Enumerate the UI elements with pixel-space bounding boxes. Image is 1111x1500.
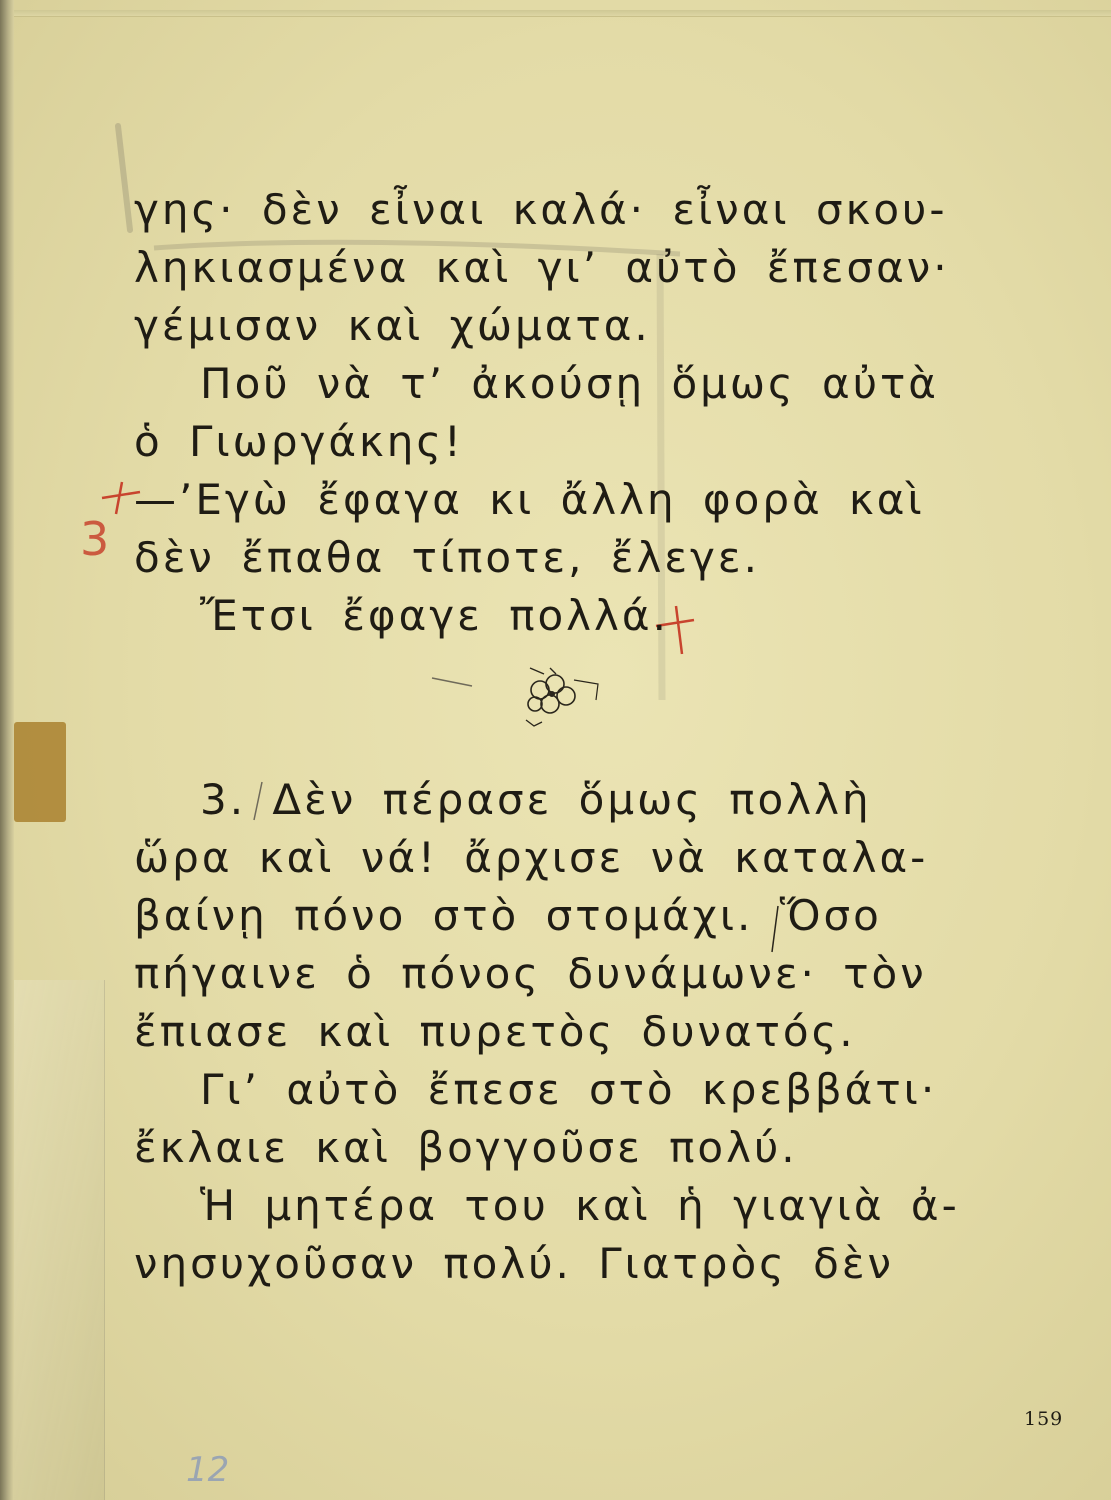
book-spine-edge	[0, 0, 14, 1500]
text-line: βαίνῃ πόνο στὸ στομάχι. Ὅσο	[134, 891, 882, 940]
blue-pencil-note: 12	[186, 1450, 230, 1490]
text-line: πήγαινε ὁ πόνος δυνάμωνε· τὸν	[134, 949, 927, 998]
text-line: —’Εγὼ ἔφαγα κι ἄλλη φορὰ καὶ	[134, 475, 925, 524]
text-block-bottom	[134, 770, 960, 1310]
text-line: ὥρα καὶ νά! ἄρχισε νὰ καταλα-	[134, 833, 929, 882]
text-line: νησυχοῦσαν πολύ. Γιατρὸς δὲν	[134, 1239, 895, 1288]
pencil-dash-mark	[428, 672, 478, 692]
text-line: γέμισαν καὶ χώματα.	[134, 301, 651, 350]
text-line: 3. Δὲν πέρασε ὅμως πολλὴ	[200, 775, 872, 824]
red-margin-number: 3	[80, 512, 110, 566]
pencil-slash-mark	[248, 778, 268, 824]
text-line: Ποῦ νὰ τ’ ἀκούσῃ ὅμως αὐτὰ	[200, 359, 939, 408]
text-block-top	[134, 180, 950, 660]
pencil-slash-mark	[760, 902, 790, 962]
text-line: Ἔτσι ἔφαγε πολλά.	[200, 591, 669, 640]
text-line: ὁ Γιωργάκης!	[134, 417, 464, 466]
text-line: ἔκλαιε καὶ βογγοῦσε πολύ.	[134, 1123, 798, 1172]
text-line: ληκιασμένα καὶ γι’ αὐτὸ ἔπεσαν·	[134, 243, 950, 292]
tape-stain	[14, 722, 66, 822]
text-line: ἔπιασε καὶ πυρετὸς δυνατός.	[134, 1007, 856, 1056]
flower-ornament-icon	[500, 660, 610, 740]
text-line: δὲν ἔπαθα τίποτε, ἔλεγε.	[134, 533, 760, 582]
text-line: γης· δὲν εἶναι καλά· εἶναι σκου-	[134, 185, 948, 234]
text-line: Γι’ αὐτὸ ἔπεσε στὸ κρεββάτι·	[200, 1065, 938, 1114]
page-number: 159	[1024, 1408, 1064, 1430]
page-top-edge	[14, 10, 1111, 17]
text-line: Ἡ μητέρα του καὶ ἡ γιαγιὰ ἀ-	[200, 1181, 960, 1230]
torn-fold-area	[14, 980, 105, 1500]
